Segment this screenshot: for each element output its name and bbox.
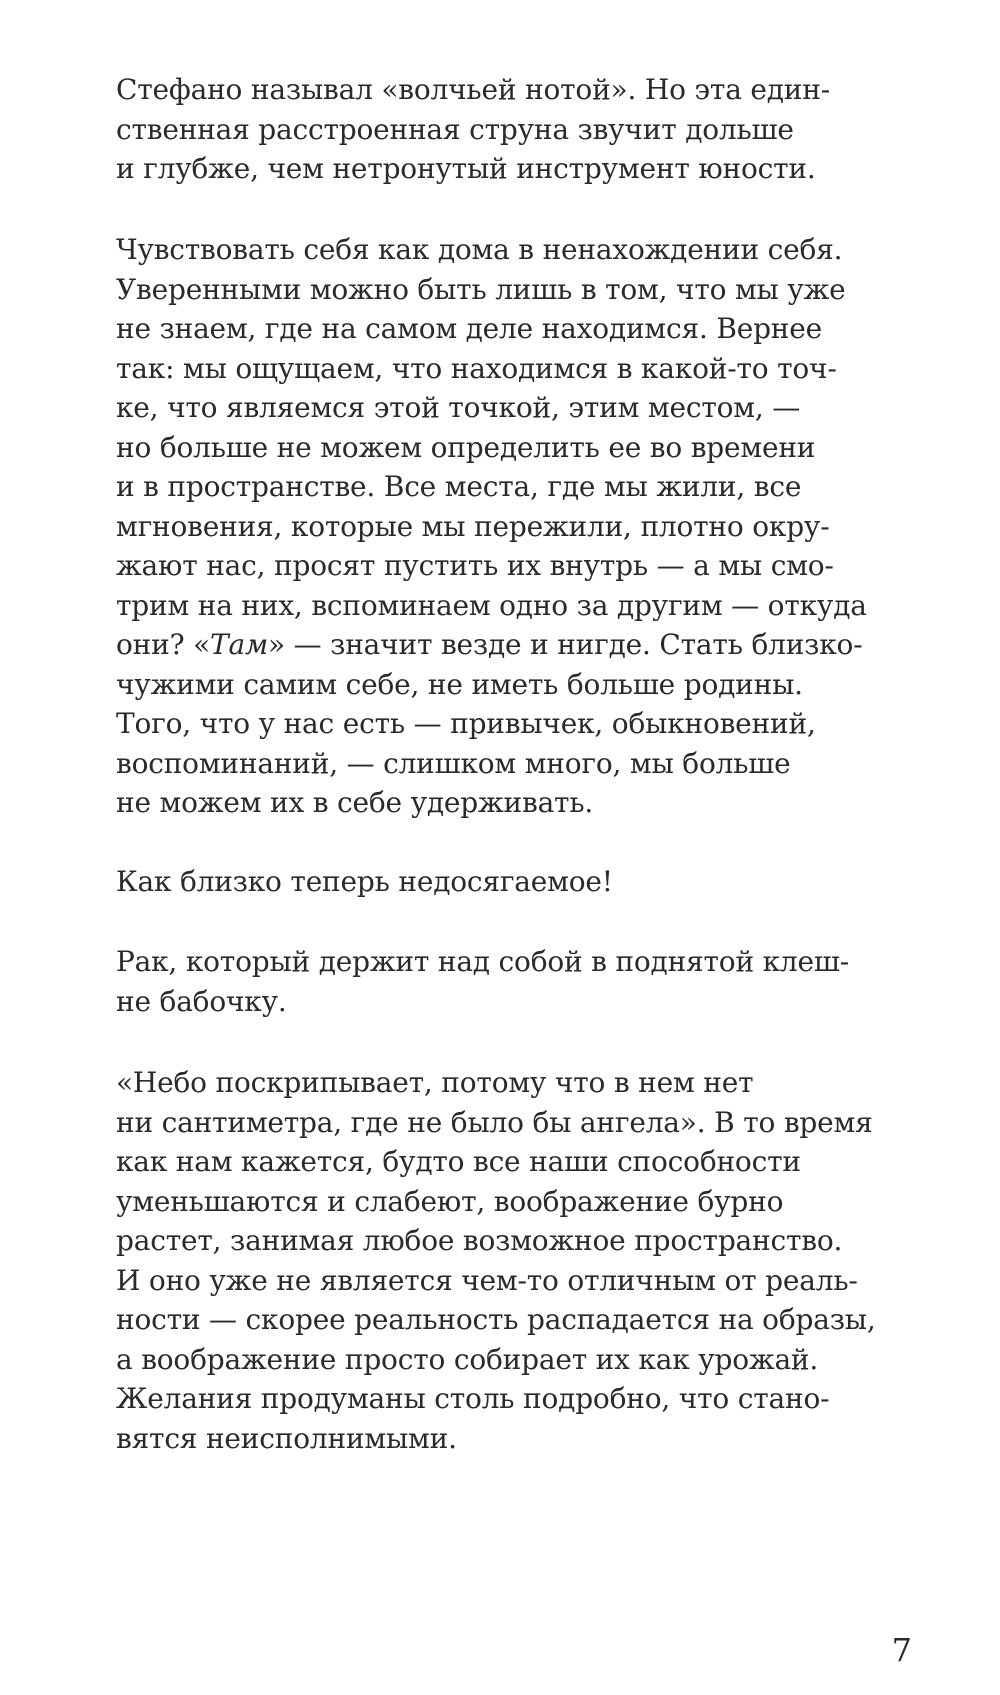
text-line: Желания продуманы столь подробно, что стано- [116, 1382, 830, 1415]
text-line: воспоминаний, — слишком много, мы больше [116, 746, 791, 780]
text-line: ности — скорее реальность распадается на образы, [116, 1303, 876, 1336]
text-line: мгновения, которые мы пережили, плотно окру- [116, 509, 830, 543]
text-line: чужими самим себе, не иметь больше родины. [116, 667, 803, 701]
text-line: Уверенными можно быть лишь в том, что мы уже [116, 272, 846, 306]
text-line: ке, что являемся этой точкой, этим местом, — [116, 391, 801, 424]
text-line: И оно уже не является чем-то отличным от реаль- [116, 1263, 858, 1297]
text-line: Рак, который держит над собой в поднятой клеш- [116, 945, 849, 978]
text-line: так: мы ощущаем, что находимся в какой-то точ- [116, 351, 837, 385]
text-line: и в пространстве. Все места, где мы жили, все [116, 470, 802, 503]
text-line: «Небо поскрипывает, потому что в нем нет [116, 1066, 754, 1099]
paragraph-5 [116, 1063, 916, 1458]
text-line: и глубже, чем нетронутый инструмент юности. [116, 152, 816, 185]
text-line: но больше не можем определить ее во времени [116, 430, 816, 464]
paragraph-3 [116, 862, 916, 902]
italic-word: Там [210, 628, 269, 661]
text-line: вятся неисполнимыми. [116, 1421, 457, 1455]
text-line: не знаем, где на самом деле находимся. Вернее [116, 312, 823, 345]
text-line: не бабочку. [116, 984, 287, 1018]
text-line: они? «Там» — значит везде и нигде. Стать близко- [116, 628, 863, 661]
text-line: Стефано называл «волчьей нотой». Но эта един- [116, 73, 830, 106]
text-line: Чувствовать себя как дома в ненахождении себя. [116, 233, 843, 266]
paragraph-1 [116, 70, 916, 189]
text-line: уменьшаются и слабеют, воображение бурно [116, 1184, 784, 1218]
text-line: а воображение просто собирает их как урожай. [116, 1342, 819, 1376]
paragraph-4 [116, 942, 916, 1021]
text-line: Как близко теперь недосягаемое! [116, 865, 613, 898]
text-line: ни сантиметра, где не было бы ангела». В то время [116, 1105, 873, 1139]
paragraph-2 [116, 230, 916, 823]
text-line: жают нас, просят пустить их внутрь — а мы смо- [116, 549, 834, 582]
text-line: как нам кажется, будто все наши способности [116, 1145, 801, 1178]
text-line: ственная расстроенная струна звучит дольше [116, 112, 794, 146]
text-line: Того, что у нас есть — привычек, обыкновений, [116, 707, 816, 740]
text-line: растет, занимая любое возможное пространство. [116, 1224, 843, 1257]
page-number: 7 [891, 1631, 912, 1669]
text-line: трим на них, вспоминаем одно за другим — откуда [116, 588, 867, 622]
text-line: не можем их в себе удерживать. [116, 786, 594, 819]
